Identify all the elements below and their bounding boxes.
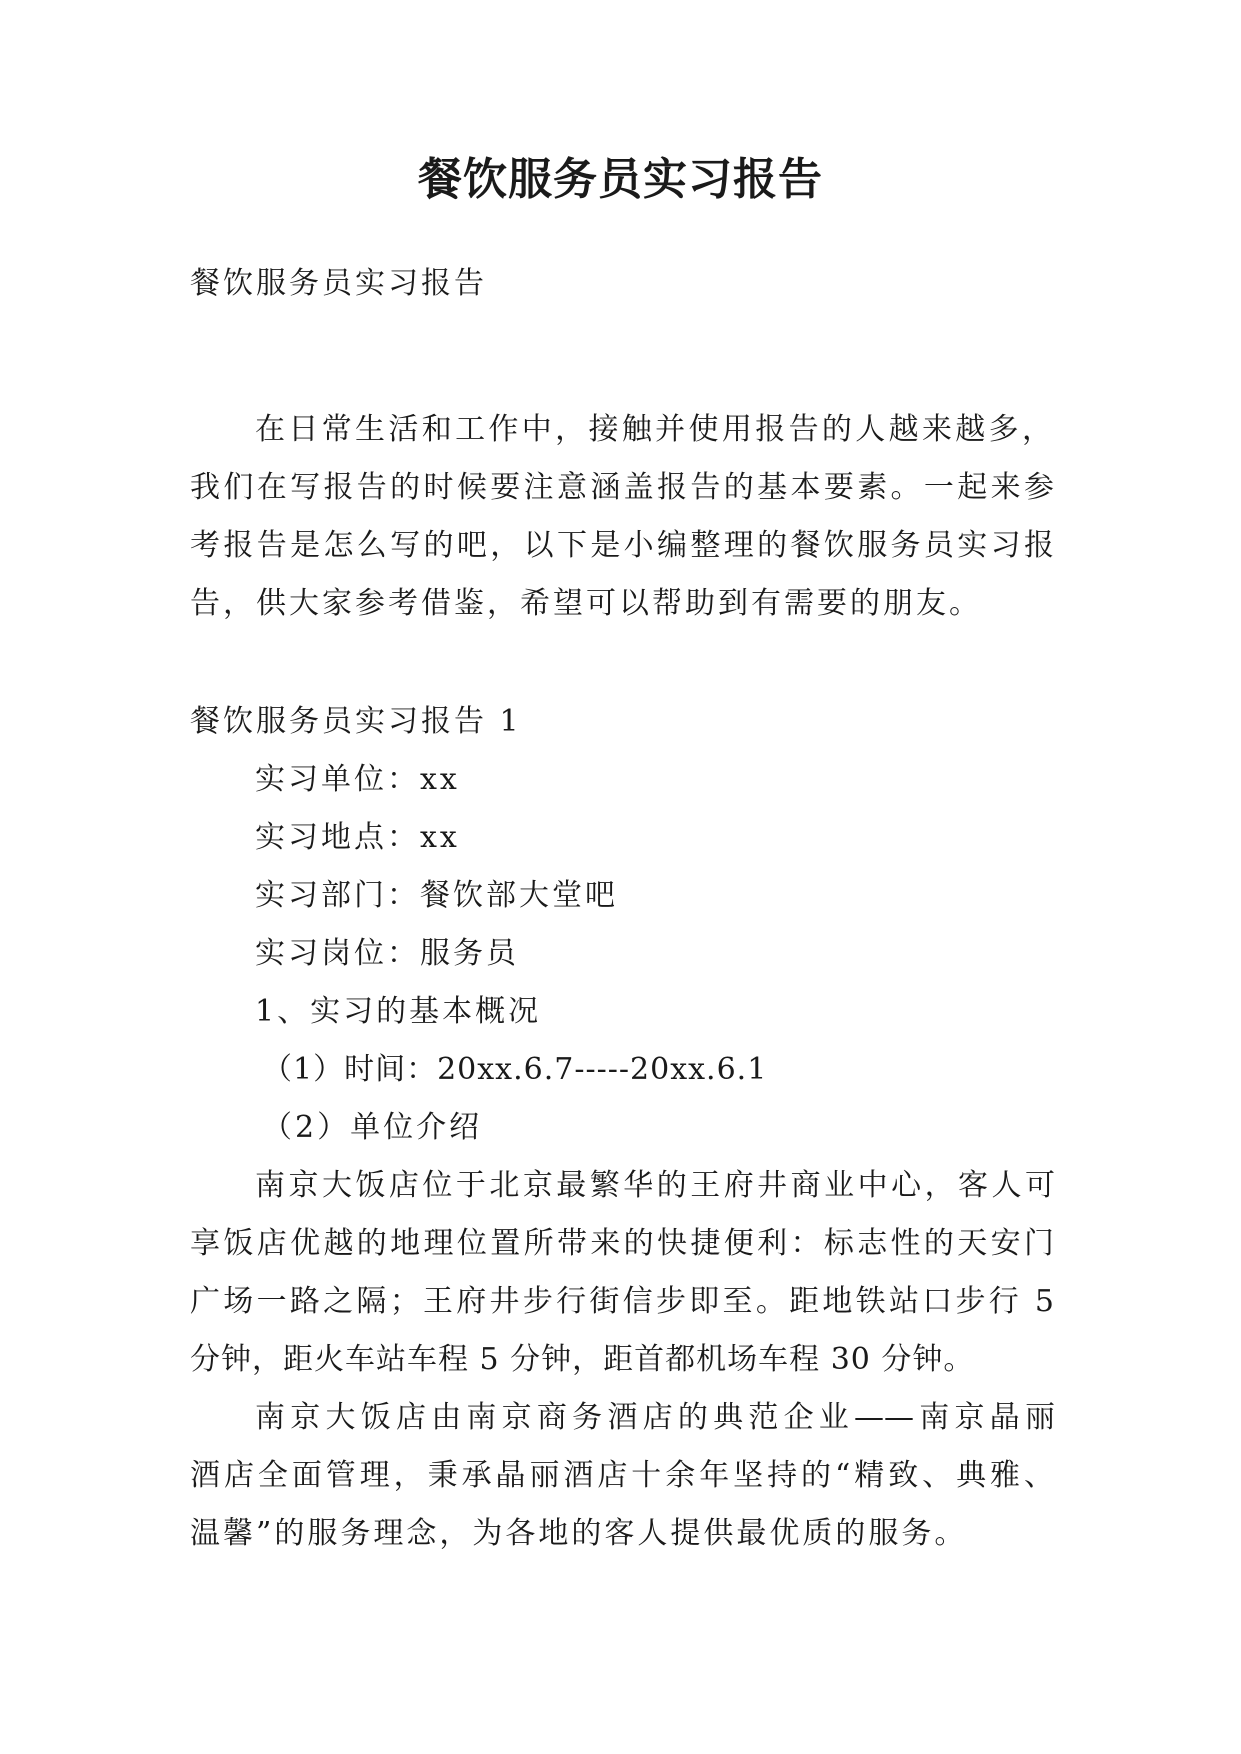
intro-line: 告，供大家参考借鉴，希望可以帮助到有需要的朋友。 [190, 586, 982, 621]
overview-heading: 1、实习的基本概况 [255, 994, 542, 1029]
document-title: 餐饮服务员实习报告 [418, 154, 823, 205]
intro-line: 在日常生活和工作中，接触并使用报告的人越来越多， [255, 412, 1055, 447]
intro-line: 考报告是怎么写的吧，以下是小编整理的餐饮服务员实习报 [190, 528, 1054, 563]
unit-heading: （2）单位介绍 [262, 1110, 483, 1145]
paragraph-line: 酒店全面管理，秉承晶丽酒店十余年坚持的“精致、典雅、 [190, 1458, 1054, 1493]
time-line: （1）时间：20xx.6.7-----20xx.6.1 [262, 1052, 768, 1087]
info-position: 实习岗位：服务员 [255, 936, 519, 971]
info-department: 实习部门：餐饮部大堂吧 [255, 878, 618, 913]
intro-line: 我们在写报告的时候要注意涵盖报告的基本要素。一起来参 [190, 470, 1054, 505]
paragraph-line: 广场一路之隔；王府井步行街信步即至。距地铁站口步行 5 [190, 1284, 1054, 1319]
paragraph-line: 享饭店优越的地理位置所带来的快捷便利：标志性的天安门 [190, 1226, 1054, 1261]
paragraph-line: 分钟，距火车站车程 5 分钟，距首都机场车程 30 分钟。 [190, 1342, 975, 1377]
info-unit: 实习单位：xx [255, 762, 460, 797]
section-title: 餐饮服务员实习报告 1 [190, 704, 522, 739]
paragraph-line: 南京大饭店由南京商务酒店的典范企业——南京晶丽 [255, 1400, 1055, 1435]
document-subtitle: 餐饮服务员实习报告 [190, 266, 487, 301]
info-location: 实习地点：xx [255, 820, 460, 855]
paragraph-line: 温馨”的服务理念，为各地的客人提供最优质的服务。 [190, 1516, 968, 1551]
paragraph-line: 南京大饭店位于北京最繁华的王府井商业中心，客人可 [255, 1168, 1055, 1203]
